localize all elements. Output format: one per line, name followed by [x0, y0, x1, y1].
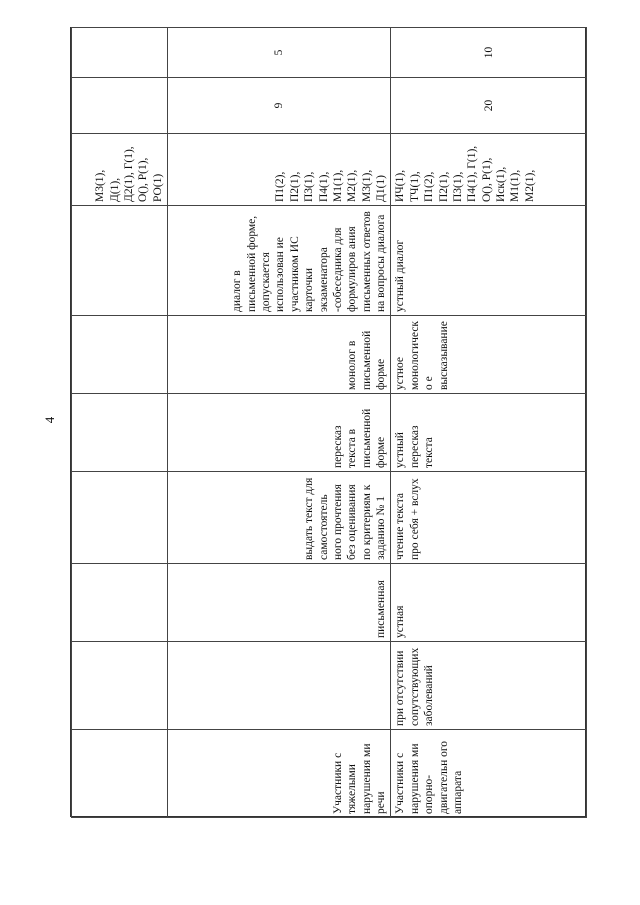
form-cell: устная [391, 564, 587, 642]
count-b-cell [72, 28, 168, 78]
levels-cell: П1(2), П2(1), П3(1), П4(1), М1(1), М2(1), М3(1), Д1(1) [168, 134, 391, 206]
requirements-table [71, 27, 587, 818]
task4-cell [72, 206, 168, 316]
table-row [72, 28, 168, 818]
count-a-cell: 20 [391, 78, 587, 134]
task2-cell: устный пересказ текста [391, 394, 587, 472]
page-number: 4 [42, 416, 57, 424]
task1-cell [72, 472, 168, 564]
form-cell [72, 564, 168, 642]
task3-cell: монолог в письменной форме [168, 316, 391, 394]
task3-cell [72, 316, 168, 394]
task2-cell [72, 394, 168, 472]
conditions-cell [168, 642, 391, 730]
participants-cell: Участники с нарушения ми опорно-двигательн ого аппарата [391, 730, 587, 818]
count-a-cell [72, 78, 168, 134]
participants-cell [72, 730, 168, 818]
task4-cell: устный диалог [391, 206, 587, 316]
task1-cell: выдать текст для самостоятель ного прочтения без оценивания по критериям к заданию № 1 [168, 472, 391, 564]
levels-cell: ИЧ(1), ТЧ(1), П1(2), П2(1), П3(1), П4(1), Г(1), О(), Р(1), Иск(1), М1(1), М2(1), [391, 134, 587, 206]
conditions-cell: при отсутствии сопутствующих заболеваний [391, 642, 587, 730]
count-a-cell: 9 [168, 78, 391, 134]
task2-cell: пересказ текста в письменной форме [168, 394, 391, 472]
task1-cell: чтение текста про себя + вслух [391, 472, 587, 564]
participants-cell: Участники с тяжелыми нарушения ми речи [168, 730, 391, 818]
count-b-cell: 10 [391, 28, 587, 78]
conditions-cell [72, 642, 168, 730]
levels-cell: М3(1), Д(1), Д2(1), Г(1), О(), Р(1), РО(1) [72, 134, 168, 206]
task4-cell: диалог в письменной форме, допускается использован ие участником ИС карточки экзаменатора -собеседника для формулиров ания письменных ответов на вопросы диалога [168, 206, 391, 316]
rotated-table-sheet [70, 27, 586, 817]
table-row [391, 28, 587, 818]
count-b-cell: 5 [168, 28, 391, 78]
task3-cell: устное монологическо е высказывание [391, 316, 587, 394]
form-cell: письменная [168, 564, 391, 642]
table-row [168, 28, 391, 818]
